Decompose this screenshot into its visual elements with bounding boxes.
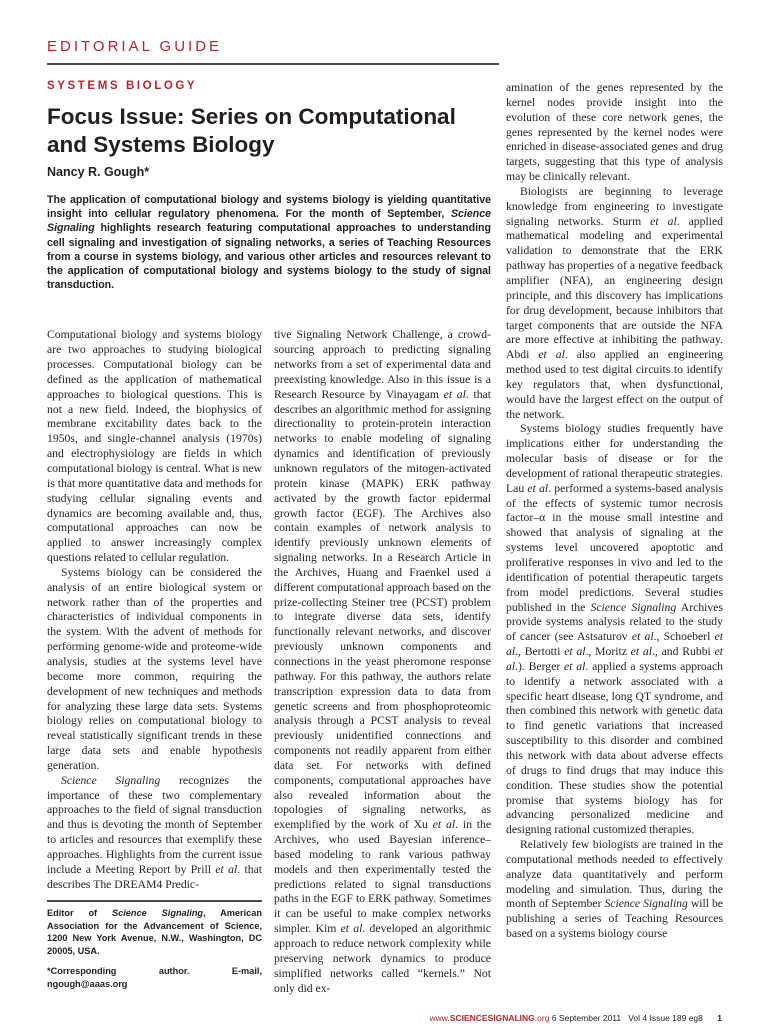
italic-text: et al [506, 630, 723, 659]
text-run: . that describes The DREAM4 Predic- [47, 862, 263, 891]
italic-text: et al [650, 214, 677, 228]
italic-text: et al [631, 630, 654, 644]
footnote-divider [47, 900, 262, 902]
paragraph [47, 328, 262, 566]
journal-website-link[interactable] [429, 1013, 549, 1023]
text-run: . in the Archives, who used Bayesian inference–based modeling to rank various pathway models and then experimentally tested the predictions related to signal transductions paths in the EGF to ERK pathway. Sometimes it can be useful to make complex networks simpler. Kim [274, 818, 492, 936]
paragraph [47, 566, 262, 774]
citation: 6 September 2011 Vol 4 Issue 189 eg8 [551, 1012, 703, 1023]
journal-section-kicker: EDITORIAL GUIDE [47, 38, 223, 55]
text-run: Biologists are beginning to leverage knowledge from engineering to investigate signaling networks. Sturm [506, 184, 723, 228]
body-column-2 [274, 328, 491, 998]
text-run: recognizes the importance of these two complementary approaches to the field of signal transduction and thus is devoting the month of September to articles and resources that exemplify these approaches. Highlights from the current issue include a Meeting Report by Prill [47, 773, 262, 876]
abstract [47, 193, 491, 292]
column-1-region [47, 328, 262, 998]
paragraph [47, 907, 262, 957]
footnote-block [47, 892, 262, 998]
italic-text: et al [564, 659, 586, 673]
body-column-1 [47, 328, 262, 892]
paragraph [274, 328, 491, 996]
italic-text: Science Signaling [61, 773, 161, 787]
body-column-3 [506, 81, 723, 942]
italic-text: Science Signaling [604, 897, 688, 911]
text-run: . that describes an algorithmic method for assigning directionality to protein-protein interaction networks to enable modeling of signaling dynamics and identification of previously unknown regulators of the mitogen-activated protein kinase (MAPK) ERK pathway activated by the growth factor epidermal growth factor (EGF). The Archives also contain examples of network analysis to identify previously unknown elements of signaling networks. In a Research Article in the Archives, Huang and Fraenkel used a different computational approach based on the prize-collecting Steiner tree (PCST) problem to integrate diverse data sets, identify functionally relevant networks, and discover previously unknown components and connections in the yeast pheromone response pathway. For this pathway, the authors relate transcription expression data to data from genetic screens and from phosphoproteomic analysis through a PCST analysis to reveal previously unidentified connections and components not readily apparent from either data set. For networks with defined components, computational approaches have also revealed information about the topologies of signaling networks, as exemplified by the work of Xu [274, 387, 491, 832]
italic-text: Science Signaling [590, 600, 677, 614]
text-run: ., Moritz [585, 645, 631, 659]
text-run: Archives provide systems analysis related to the study of cancer (see Astsaturov [506, 600, 723, 644]
paragraph [506, 838, 723, 942]
text-run: ., Bertotti [515, 645, 565, 659]
page-number: 1 [717, 1012, 722, 1023]
text-run: . applied mathematical modeling and experimental validation to demonstrate that the ERK pathway has properties of a negative feedback amplifier (NFA), an engineering design principle, and this discovery has implications for drug development, because inhibitors that target components that are outside the NFA are more effective at inhibiting the pathway. Abdi [506, 214, 723, 362]
italic-text: et al [506, 645, 723, 673]
text-run: ., Schoeberl [653, 630, 715, 644]
text-run: will be publishing a series of Teaching Resources based on a systems biology course [506, 897, 723, 941]
text-run: amination of the genes represented by the kernel nodes provide insight into the evolution of these core network genes, the genes represented by the kernel nodes were enriched in disease-associated genes and drug targets, suggesting that this type of analysis may be clinically relevant. [506, 81, 723, 184]
site-prefix: www. [429, 1012, 450, 1023]
italic-text: et al [538, 348, 565, 362]
paragraph [47, 774, 262, 893]
text-run: . also applied an engineering method used to test digital circuits to identify key regulators that, when dysfunctional, would have the largest effect on the output of the network. [506, 348, 723, 421]
text-run: . applied a systems approach to identify a network associated with a specific heart disease, long QT syndrome, and then combined this network with genetic data to find genetic variations that increased susceptibility to this disorder and combined this network with data about adverse effects of drugs to find drugs that may induce this condition. These studies show the potential promise that systems biology has for advancing personalized medicine and designing rational customized therapies. [506, 659, 723, 837]
subject-label: SYSTEMS BIOLOGY [47, 80, 198, 92]
paragraph [47, 965, 262, 990]
italic-text: et al [443, 387, 466, 401]
text-run: Editor of [47, 907, 113, 918]
paragraph [506, 81, 723, 185]
text-run: Relatively few biologists are trained in the computational methods needed to effectively analyze data quantitatively and perform modeling and simulation. Thus, during the month of September [506, 838, 723, 911]
body-columns [47, 328, 491, 998]
text-run: tive Signaling Network Challenge, a crowd-sourcing approach to predicting signaling networks from a set of experimental data and preexisting knowledge. Also in this issue is a Research Resource by Vinayagam [274, 328, 491, 401]
italic-text: et al [340, 922, 363, 936]
text-run: .). Berger [515, 659, 565, 673]
italic-text: Science Signaling [47, 208, 491, 235]
article-title: Focus Issue: Series on Computational and Systems Biology [47, 104, 456, 157]
paragraph [506, 185, 723, 423]
header-divider [47, 63, 499, 65]
text-run: highlights research featuring computational approaches to understanding cell signaling and investigation of signaling networks, a series of Teaching Resources from a course in systems biology, and various other articles and resources relevant to the application of computational biology and systems biology to the study of signal transduction. [47, 222, 491, 292]
italic-text: et al [432, 818, 456, 832]
italic-text: et al [630, 645, 652, 659]
paragraph [506, 422, 723, 838]
text-run: ., and Rubbi [651, 645, 715, 659]
text-run: , American Association for the Advancement of Science, 1200 New York Avenue, N.W., Washington, DC 20005, USA. [47, 907, 262, 956]
text-run: The application of computational biology and systems biology is yielding quantitative insight into cellular regulatory phenomena. For the month of September, [47, 194, 491, 221]
left-region [47, 38, 491, 999]
text-run: *Corresponding author. E-mail, ngough@aaas.org [47, 966, 262, 989]
text-run: . developed an algorithmic approach to reduce network complexity while preserving network dynamics to produce simplified networks called “kernels.” Not only did ex- [274, 922, 491, 995]
text-run: Systems biology studies frequently have implications either for understanding the molecular basis of disease or for the development of rational therapeutic strategies. Lau [506, 422, 723, 495]
italic-text: et al [215, 862, 238, 876]
site-name: SCIENCESIGNALING [449, 1012, 535, 1023]
page-footer [0, 1009, 768, 1032]
text-run: Systems biology can be considered the analysis of an entire biological system or network rather than of the properties and characteristics of individual components in the system. With the advent of methods for performing genome-wide and proteome-wide analysis, studies at the systems level have become more common, requiring the development of new techniques and methods for analyzing these large data sets. Systems biology relies on computational biology to reveal statistically significant trends in these large data sets and enable hypothesis generation. [47, 565, 262, 772]
footnotes [47, 907, 262, 991]
italic-text: et al [527, 481, 549, 495]
italic-text: et al [564, 645, 586, 659]
site-suffix: .org [534, 1012, 550, 1023]
italic-text: Science Signaling [112, 907, 203, 918]
text-run: . performed a systems-based analysis of the effects of systemic tumor necrosis factor–α in the mouse small intestine and showed that analysis of signaling at the systems level uncovered apoptotic and proliferative responses in vivo and led to the identification of potential therapeutic targets from model predictions. Several studies published in the [506, 481, 724, 614]
author-name: Nancy R. Gough* [47, 165, 150, 179]
text-run: Computational biology and systems biology are two approaches to studying biological processes. Computational biology can be defined as the application of mathematical approaches to biological questions. This is not a new field. Indeed, the biophysics of membrane excitability dates back to the 1950s, and single-channel analysis (1970s) and electrophysiology are fields in which computational biology is central. What is new is that more quantitative data and methods for studying cellular signaling events and dynamics are becoming available and, thus, computational approaches can now be applied to answer increasingly complex questions related to cellular regulation. [47, 328, 262, 565]
